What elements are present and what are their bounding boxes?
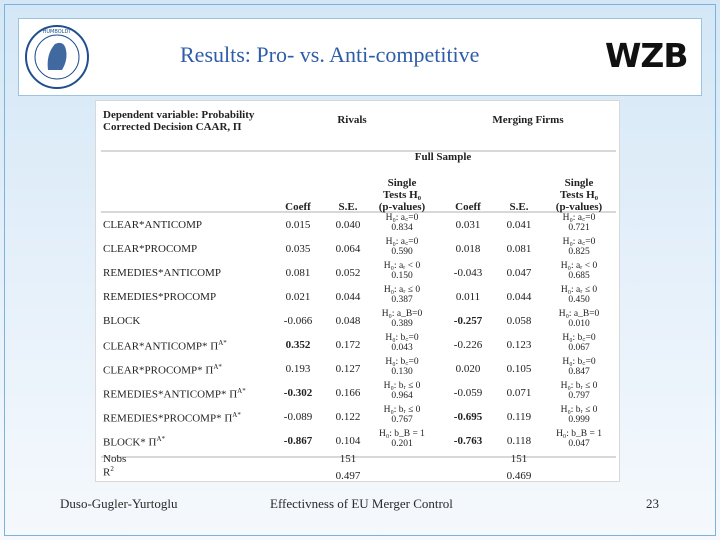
merging-se: 0.118 [506,435,532,447]
r2-row [101,465,613,482]
merging-test: H₀: a_B=0 0.010 [558,309,600,329]
rivals-se: 0.104 [335,435,361,447]
rivals-test: H₀: aᵣ ≤ 0 0.387 [383,285,421,305]
merging-test: H₀: b꜀=0 0.067 [562,333,596,353]
rivals-se: 0.044 [335,291,361,303]
merging-coeff: -0.257 [453,315,483,327]
rivals-se: 0.122 [335,411,361,423]
rivals-coeff: 0.081 [285,267,311,279]
merging-coeff: 0.018 [455,243,481,255]
merging-se: 0.044 [506,291,532,303]
rivals-se: 0.172 [335,339,361,351]
rivals-se: 0.052 [335,267,361,279]
merging-coeff: 0.020 [455,363,481,375]
merging-se: 0.071 [506,387,532,399]
merging-se: 0.041 [506,219,532,231]
full-sample-header: Full Sample [414,151,472,163]
row-label: BLOCK* $\Pi^{A*}$ [103,435,166,449]
table-row [101,213,613,237]
row-label: CLEAR*ANTICOMP [103,219,203,231]
table-row [101,261,613,285]
rivals-test: H₀: bᵣ ≤ 0 0.767 [383,405,421,425]
merging-se: 0.123 [506,339,532,351]
results-table [101,109,613,482]
merging-test: H₀: a꜀=0 0.825 [562,237,596,257]
rivals-coeff: 0.021 [285,291,311,303]
rivals-test: H₀: aᵣ < 0 0.150 [383,261,421,281]
merging-test: H₀: aᵣ < 0 0.685 [560,261,598,281]
col-se-1: S.E. [338,201,358,213]
col-single-tests-2: Single Tests H₀ (p-values) [555,177,603,213]
rivals-test: H₀: bᵣ ≤ 0 0.964 [383,381,421,401]
merging-coeff: -0.763 [453,435,483,447]
row-label: $R^2$ [103,465,114,479]
col-se-2: S.E. [509,201,529,213]
row-label: REMEDIES*ANTICOMP [103,267,221,279]
merging-test: H₀: b_B = 1 0.047 [556,429,602,449]
r2-value-1: 0.497 [335,470,361,482]
row-label: CLEAR*ANTICOMP* $\Pi^{A*}$ [103,339,227,353]
page-number: 23 [646,496,659,511]
merging-coeff: 0.011 [455,291,481,303]
rivals-coeff: -0.302 [283,387,313,399]
slide-title: Results: Pro- vs. Anti-competitive [180,42,480,67]
rivals-test: H₀: b꜀=0 0.130 [385,357,419,377]
merging-se: 0.105 [506,363,532,375]
merging-test: H₀: a꜀=0 0.721 [562,213,596,233]
dependent-variable-header: Dependent variable: Probability Corrected Decision CAAR, Π [103,109,255,133]
column-header-row [101,169,613,213]
footer-talk-title: Effectivness of EU Merger Control [270,496,453,511]
table-row [101,285,613,309]
merging-se: 0.119 [506,411,532,423]
rivals-se: 0.048 [335,315,361,327]
rivals-se: 0.166 [335,387,361,399]
university-seal-logo [24,24,90,90]
rivals-test: H₀: a_B=0 0.389 [381,309,423,329]
r2-value-2: 0.469 [506,470,532,482]
rivals-se: 0.064 [335,243,361,255]
merging-firms-header: Merging Firms [492,114,564,126]
merging-test: H₀: bᵣ ≤ 0 0.797 [560,381,598,401]
table-row [101,405,613,429]
rivals-coeff: 0.035 [285,243,311,255]
rivals-coeff: -0.066 [283,315,313,327]
table-row [101,333,613,357]
rivals-coeff: 0.193 [285,363,311,375]
rivals-header: Rivals [337,114,367,126]
merging-coeff: -0.695 [453,411,483,423]
col-single-tests-1: Single Tests H₀ (p-values) [378,177,426,213]
merging-se: 0.081 [506,243,532,255]
rivals-coeff: 0.015 [285,219,311,231]
merging-coeff: -0.043 [453,267,483,279]
row-label: BLOCK [103,315,141,327]
merging-coeff: -0.226 [453,339,483,351]
row-label: CLEAR*PROCOMP [103,243,198,255]
results-table-panel [95,100,620,482]
rivals-se: 0.127 [335,363,361,375]
table-row [101,381,613,405]
merging-se: 0.058 [506,315,532,327]
table-row [101,357,613,381]
rivals-test: H₀: b꜀=0 0.043 [385,333,419,353]
merging-test: H₀: b꜀=0 0.847 [562,357,596,377]
row-label: REMEDIES*PROCOMP [103,291,217,303]
nobs-value-2: 151 [510,453,528,465]
table-row [101,237,613,261]
col-coeff-1: Coeff [285,201,311,213]
table-row [101,309,613,333]
col-coeff-2: Coeff [455,201,481,213]
row-label: REMEDIES*ANTICOMP* $\Pi^{A*}$ [103,387,246,401]
nobs-row [101,453,613,465]
merging-test: H₀: bᵣ ≤ 0 0.999 [560,405,598,425]
wzb-logo: WZB [605,36,688,75]
rivals-coeff: -0.867 [283,435,313,447]
footer-authors: Duso-Gugler-Yurtoglu [60,496,178,511]
rivals-test: H₀: a꜀=0 0.834 [385,213,419,233]
row-label: Nobs [103,453,127,465]
row-label: REMEDIES*PROCOMP* $\Pi^{A*}$ [103,411,241,425]
svg-text:HUMBOLDT: HUMBOLDT [42,29,72,35]
merging-test: H₀: aᵣ ≤ 0 0.450 [560,285,598,305]
row-label: CLEAR*PROCOMP* $\Pi^{A*}$ [103,363,222,377]
rivals-test: H₀: a꜀=0 0.590 [385,237,419,257]
rivals-se: 0.040 [335,219,361,231]
nobs-value-1: 151 [339,453,357,465]
merging-coeff: -0.059 [453,387,483,399]
rivals-coeff: -0.089 [283,411,313,423]
merging-coeff: 0.031 [455,219,481,231]
rivals-test: H₀: b_B = 1 0.201 [379,429,425,449]
table-row [101,429,613,453]
merging-se: 0.047 [506,267,532,279]
rivals-coeff: 0.352 [285,339,311,351]
